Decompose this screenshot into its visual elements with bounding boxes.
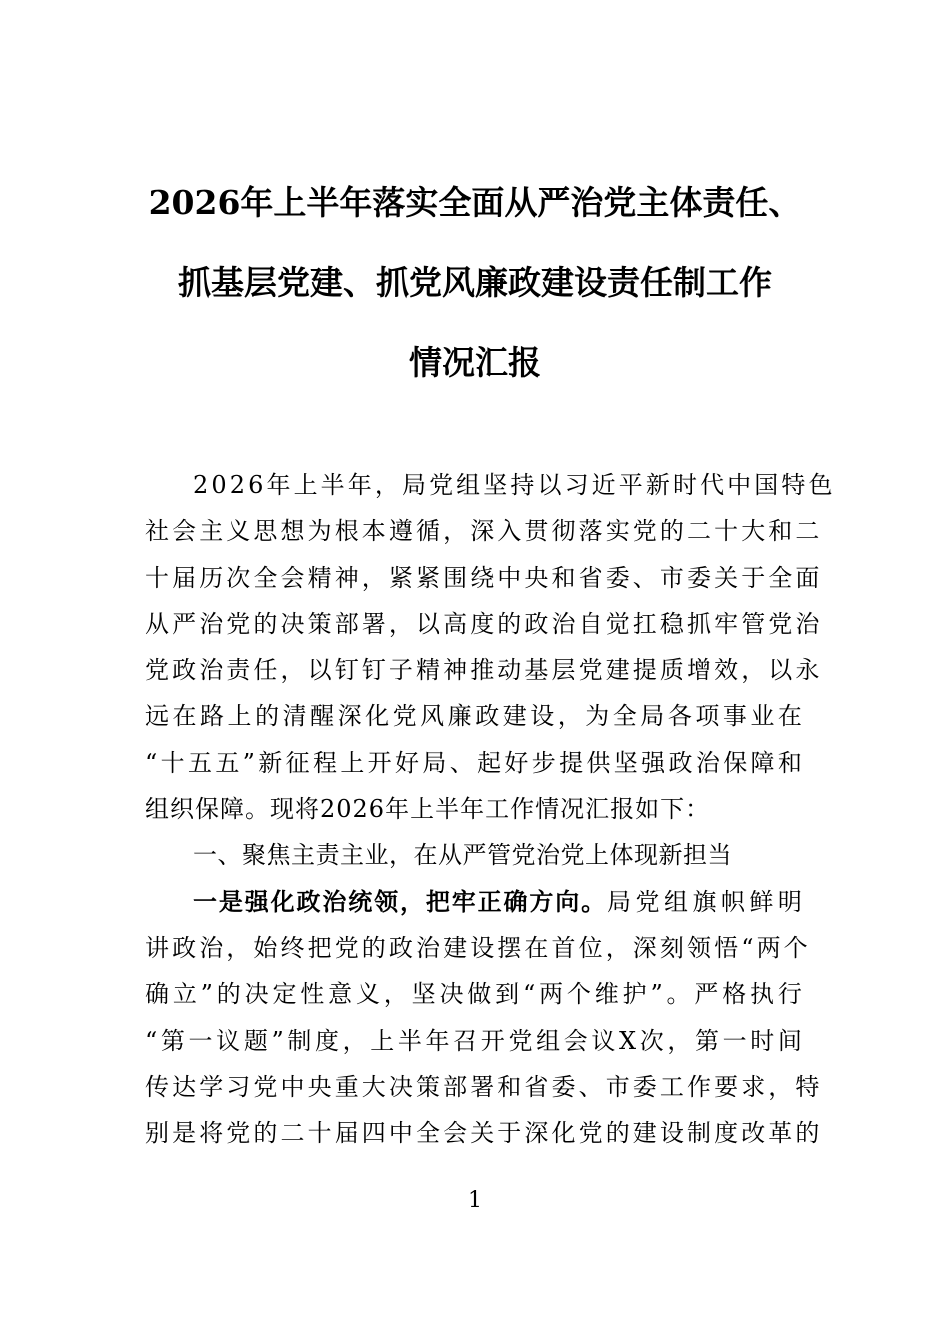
- paragraph-line: “十五五”新征程上开好局、起好步提供坚强政治保障和: [145, 748, 805, 777]
- document-body: [145, 462, 836, 1156]
- paragraph-line: 从严治党的决策部署，以高度的政治自觉扛稳抓牢管党治: [145, 609, 823, 638]
- paragraph-line: 别是将党的二十届四中全会关于深化党的建设制度改革的: [145, 1119, 823, 1148]
- paragraph-line: 2026年上半年，局党组坚持以习近平新时代中国特色: [193, 471, 836, 499]
- paragraph-line: 组织保障。现将2026年上半年工作情况汇报如下：: [145, 795, 711, 824]
- page-number: 1: [468, 1188, 482, 1213]
- paragraph-line: 确立”的决定性意义，坚决做到“两个维护”。严格执行: [145, 980, 805, 1009]
- item-first-line: [145, 879, 805, 925]
- paragraph-line: 远在路上的清醒深化党风廉政建设，为全局各项事业在: [145, 702, 805, 731]
- paragraph-line: 社会主义思想为根本遵循，深入贯彻落实党的二十大和二: [145, 517, 823, 546]
- item-lead-rest: 局党组旗帜鲜明: [607, 887, 806, 916]
- title-line: 2026年上半年落实全面从严治党主体责任、: [148, 183, 802, 222]
- title-line: 情况汇报: [409, 343, 541, 382]
- document-title: [130, 163, 820, 403]
- paragraph-line: 传达学习党中央重大决策部署和省委、市委工作要求，特: [145, 1072, 823, 1101]
- paragraph-line: “第一议题”制度，上半年召开党组会议X次，第一时间: [145, 1026, 805, 1055]
- paragraph-line: 党政治责任，以钉钉子精神推动基层党建提质增效，以永: [145, 656, 823, 685]
- paragraph-line: 十届历次全会精神，紧紧围绕中央和省委、市委关于全面: [145, 563, 823, 592]
- title-line: 抓基层党建、抓党风廉政建设责任制工作: [178, 263, 772, 302]
- section-heading: 一、聚焦主责主业，在从严管党治党上体现新担当: [193, 841, 732, 870]
- paragraph-line: 讲政治，始终把党的政治建设摆在首位，深刻领悟“两个: [145, 933, 811, 962]
- item-lead: 一是强化政治统领，把牢正确方向。: [193, 887, 608, 916]
